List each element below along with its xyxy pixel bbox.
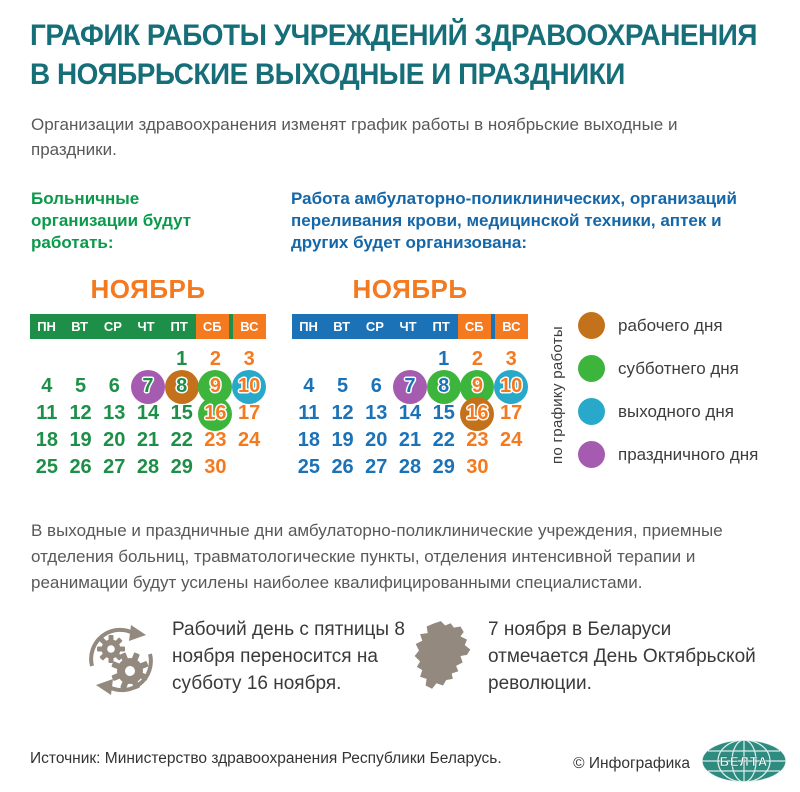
calendar-day [97,400,131,427]
day-number: 14 [136,402,160,424]
calendar-day [393,427,427,454]
day-number: 4 [41,375,53,397]
source-text: Источник: Министерство здравоохранения Республики Беларусь. [30,750,502,767]
calendar-day [232,427,266,454]
calendar-day [292,427,326,454]
legend-label: праздничного дня [618,444,759,464]
clinics-heading: Работа амбулаторно-поликлинических, организаций переливания крови, медицинской техники, аптек и других будет организована: [291,189,737,252]
legend-label: выходного дня [618,401,734,421]
calendar-day [64,427,98,454]
day-number: 20 [103,429,126,451]
calendar-day [64,373,98,400]
day-number: 19 [331,429,354,451]
day-number: 29 [170,456,193,478]
day-number: 11 [298,402,320,424]
calendar-day [292,373,326,400]
workday-transfer-callout [84,616,419,703]
day-number: 25 [297,456,320,478]
legend-swatch-holiday [578,441,605,468]
day-number: 28 [136,456,160,478]
legend-rotated-label: по графику работы [549,326,566,464]
calendar-day [427,454,461,481]
weekday-cell: ЧТ [137,319,155,334]
belta-logo [700,738,788,789]
calendar-day [326,400,360,427]
calendar-day [427,373,461,400]
day-number: 20 [365,429,388,451]
workday-transfer-text: Рабочий день с пятницы 8 ноября переносится на субботу 16 ноября. [172,619,405,694]
calendar-day-empty [326,346,360,373]
day-number: 2 [209,348,221,370]
dates-grid [292,346,528,481]
calendar-day [427,427,461,454]
calendar-day-empty [64,346,98,373]
day-number: 10 [238,375,261,397]
calendar-day-empty [494,454,528,481]
calendar-day [97,427,131,454]
day-number: 18 [35,429,58,451]
weekday-cell: ПТ [432,319,450,334]
calendar-day [232,373,266,400]
calendar-day [494,346,528,373]
day-number: 11 [36,402,58,424]
day-number: 6 [108,375,120,397]
calendar-day [461,400,495,427]
calendar-day [131,400,165,427]
calendar-day [30,427,64,454]
hospitals-heading: Больничные организации будут работать: [31,189,192,252]
calendar-day [64,454,98,481]
calendar-day [30,373,64,400]
day-number: 2 [471,348,483,370]
revolution-day-text: 7 ноября в Беларуси отмечается День Октябрьской революции. [488,619,756,694]
calendar-day [292,400,326,427]
weekday-cell: СР [365,319,384,334]
calendar-day [494,373,528,400]
month-title: НОЯБРЬ [90,274,206,304]
weekday-cell: СБ [458,314,491,339]
day-number: 1 [176,348,188,370]
footer-credit-block [573,738,788,789]
calendar-day-empty [97,346,131,373]
day-number: 3 [243,348,255,370]
calendar-day [393,373,427,400]
legend-item-working [578,312,758,339]
day-number: 9 [209,375,221,397]
calendar-day [97,454,131,481]
legend-label: рабочего дня [618,315,723,335]
day-number: 8 [438,375,450,397]
day-number: 22 [170,429,193,451]
calendar-day [461,346,495,373]
weekday-cell: ЧТ [399,319,417,334]
calendar-day [393,454,427,481]
calendar-day [199,373,233,400]
revolution-day-callout [412,616,757,697]
calendar-day [232,346,266,373]
calendar-day [359,400,393,427]
weekday-cell: ПН [37,319,56,334]
day-number: 3 [505,348,517,370]
day-number: 22 [432,429,455,451]
calendar-day [326,454,360,481]
calendar-day [461,373,495,400]
day-number: 29 [432,456,455,478]
calendar-day [131,454,165,481]
day-number: 24 [500,429,523,451]
day-number: 30 [204,456,227,478]
weekday-cell: СР [103,319,122,334]
calendar-day [427,346,461,373]
legend-items [578,312,758,468]
calendar-day-empty [359,346,393,373]
calendar-day [165,454,199,481]
day-number: 23 [466,429,489,451]
day-number: 12 [69,402,92,424]
day-number: 23 [204,429,227,451]
calendar-day [131,373,165,400]
calendar-day [199,400,233,427]
day-number: 13 [365,402,388,424]
calendar-day [131,427,165,454]
day-number: 17 [238,402,261,424]
calendar-day [427,400,461,427]
calendar-day [326,373,360,400]
intro-text: Организации здравоохранения изменят график работы в ноябрьские выходные и праздники. [31,115,678,159]
calendar-day [494,427,528,454]
weekday-cell: ПН [299,319,318,334]
day-number: 25 [35,456,58,478]
calendar-day-empty [292,346,326,373]
day-number: 8 [176,375,188,397]
day-number: 16 [204,402,227,424]
clinics-calendar [292,274,528,481]
calendar-day [232,400,266,427]
day-number: 16 [466,402,489,424]
day-number: 26 [331,456,354,478]
day-number: 27 [103,456,126,478]
calendar-day [199,346,233,373]
day-number: 17 [500,402,523,424]
day-number: 6 [370,375,382,397]
day-number: 7 [142,375,154,397]
page-title [30,16,800,94]
day-number: 18 [297,429,320,451]
legend-label: субботнего дня [618,358,739,378]
day-number: 30 [466,456,489,478]
legend-item-dayoff [578,398,758,425]
weekday-cell: ВС [495,314,528,339]
day-number: 5 [75,375,87,397]
day-number: 28 [398,456,422,478]
weekday-cell: ПТ [170,319,188,334]
legend-swatch-dayoff [578,398,605,425]
calendar-day [165,346,199,373]
day-number: 9 [471,375,483,397]
day-number: 13 [103,402,126,424]
legend-item-holiday [578,441,758,468]
page-title-line2: В НОЯБРЬСКИЕ ВЫХОДНЫЕ И ПРАЗДНИКИ [30,58,625,91]
weekday-bar [30,314,266,339]
legend-swatch-saturday [578,355,605,382]
day-number: 21 [398,429,422,451]
weekday-cell: ВС [233,314,266,339]
calendar-day [64,400,98,427]
calendar-day [461,427,495,454]
day-number: 10 [500,375,523,397]
calendar-day [97,373,131,400]
legend [549,312,759,484]
calendar-day [494,400,528,427]
calendar-day [199,427,233,454]
day-number: 27 [365,456,388,478]
note-text: В выходные и праздничные дни амбулаторно-поликлинические учреждения, приемные отделения больниц, травматологические пункты, отделения интенсивной терапии и реанимации будут усилены наиболее квалифицированными специалистами. [31,521,723,592]
legend-item-saturday [578,355,758,382]
day-number: 21 [136,429,160,451]
weekday-cell: ВТ [71,319,89,334]
calendar-day [30,400,64,427]
calendar-day [326,427,360,454]
calendar-day [292,454,326,481]
calendar-day [165,427,199,454]
calendar-day [359,373,393,400]
day-number: 24 [238,429,261,451]
day-number: 15 [170,402,193,424]
calendar-day [165,400,199,427]
day-number: 14 [398,402,422,424]
day-number: 4 [303,375,315,397]
month-title: НОЯБРЬ [352,274,468,304]
day-number: 1 [438,348,450,370]
calendar-day [359,427,393,454]
calendar-day [30,454,64,481]
calendar-day [461,454,495,481]
calendar-day [359,454,393,481]
weekday-bar [292,314,528,339]
dates-grid [30,346,266,481]
gears-cycle-icon [84,620,158,703]
calendar-day-empty [30,346,64,373]
belarus-map-icon [412,620,474,697]
belta-logo-text: БЕЛТА [719,754,769,769]
calendar-day [393,400,427,427]
calendar-day [165,373,199,400]
day-number: 5 [337,375,349,397]
day-number: 7 [404,375,416,397]
day-number: 26 [69,456,92,478]
calendar-day [199,454,233,481]
day-number: 15 [432,402,455,424]
calendar-day-empty [232,454,266,481]
weekday-cell: СБ [196,314,229,339]
page-title-line1: ГРАФИК РАБОТЫ УЧРЕЖДЕНИЙ ЗДРАВООХРАНЕНИЯ [30,19,757,52]
weekday-cell: ВТ [333,319,351,334]
credit-text: © Инфографика [573,754,690,772]
day-number: 12 [331,402,354,424]
day-number: 19 [69,429,92,451]
legend-swatch-working [578,312,605,339]
hospitals-calendar [30,274,266,481]
